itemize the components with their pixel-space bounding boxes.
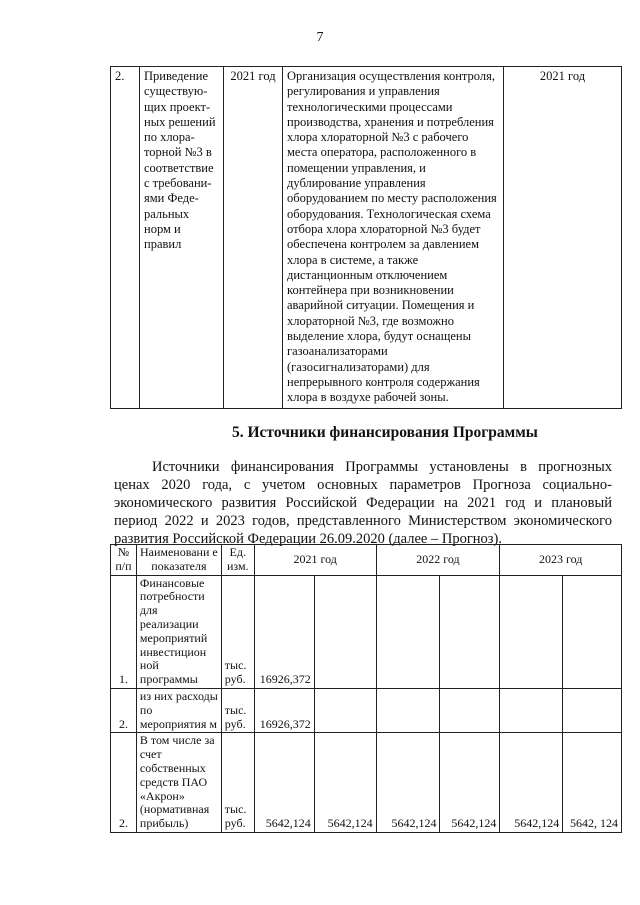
row-unit: тыс. руб. — [221, 575, 254, 688]
section-heading: 5. Источники финансирования Программы — [232, 424, 538, 441]
row-value: 5642,124 — [254, 733, 314, 833]
row-value — [314, 688, 376, 732]
row-value — [376, 688, 440, 732]
header-2023: 2023 год — [500, 545, 622, 576]
row-num: 2. — [111, 733, 137, 833]
row-value — [500, 575, 563, 688]
row-num: 2. — [111, 688, 137, 732]
row-value: 5642,124 — [376, 733, 440, 833]
row-num: 1. — [111, 575, 137, 688]
header-num: № п/п — [111, 545, 137, 576]
row-value: 5642,124 — [500, 733, 563, 833]
table-row — [111, 733, 622, 833]
row-value — [440, 575, 500, 688]
row-value: 16926,372 — [254, 575, 314, 688]
measure-number: 2. — [111, 67, 140, 409]
measure-year: 2021 год — [224, 67, 283, 409]
row-value: 5642, 124 — [563, 733, 622, 833]
row-value — [563, 688, 622, 732]
header-2021: 2021 год — [254, 545, 376, 576]
paragraph-text: Источники финансирования Программы установлены в прогнозных ценах 2020 года, с учетом основных параметров Прогноза социально-экономического развития Российской Федерации на 2021 год и плановый период 2022 и 2023 годов, представленного Министерством экономического развития Российской Федерации 26.09.2020 (далее – Прогноз). — [114, 459, 612, 547]
page-number: 7 — [316, 30, 324, 45]
row-name: Финансовые потребности для реализации мероприятий инвестицион ной программы — [136, 575, 221, 688]
row-value — [500, 688, 563, 732]
financing-paragraph — [114, 458, 612, 548]
row-name: В том числе за счет собственных средств ПАО «Акрон» (нормативная прибыль) — [136, 733, 221, 833]
row-value — [314, 575, 376, 688]
row-value: 16926,372 — [254, 688, 314, 732]
row-value: 5642,124 — [314, 733, 376, 833]
financing-table — [110, 544, 622, 833]
header-unit: Ед. изм. — [221, 545, 254, 576]
header-2022: 2022 год — [376, 545, 500, 576]
row-name: из них расходы по мероприятия м — [136, 688, 221, 732]
row-value — [563, 575, 622, 688]
row-unit: тыс. руб. — [221, 688, 254, 732]
measures-table — [110, 66, 622, 409]
header-name: Наименовани е показателя — [136, 545, 221, 576]
row-unit: тыс. руб. — [221, 733, 254, 833]
measure-description: Организация осуществления контроля, регулирования и управления технологическими процессами производства, хранения и потребления хлора хлораторной №3 с рабочего места оператора, расположенного в помещении управления, и дублирование управления оборудованием по месту расположения оборудования. Технологическая схема отбора хлора хлораторной №3 будет обеспечена контролем за давлением хлора в системе, а также дистанционным отключением контейнера при возникновении аварийной ситуации. Помещения и хлораторной №3, где возможно выделение хлора, будут оснащены газоанализаторами (газосигнализаторами) для непрерывного контроля содержания хлора в воздухе рабочей зоны. — [283, 67, 504, 409]
table-row — [111, 67, 622, 409]
measure-deadline: 2021 год — [504, 67, 622, 409]
table-header-row — [111, 545, 622, 576]
table-row — [111, 688, 622, 732]
row-value — [440, 688, 500, 732]
measure-name: Приведение существую-щих проект-ных решений по хлора-торной №3 в соответствие с требовани-ями Феде-ральных норм и правил — [140, 67, 224, 409]
row-value — [376, 575, 440, 688]
table-row — [111, 575, 622, 688]
row-value: 5642,124 — [440, 733, 500, 833]
